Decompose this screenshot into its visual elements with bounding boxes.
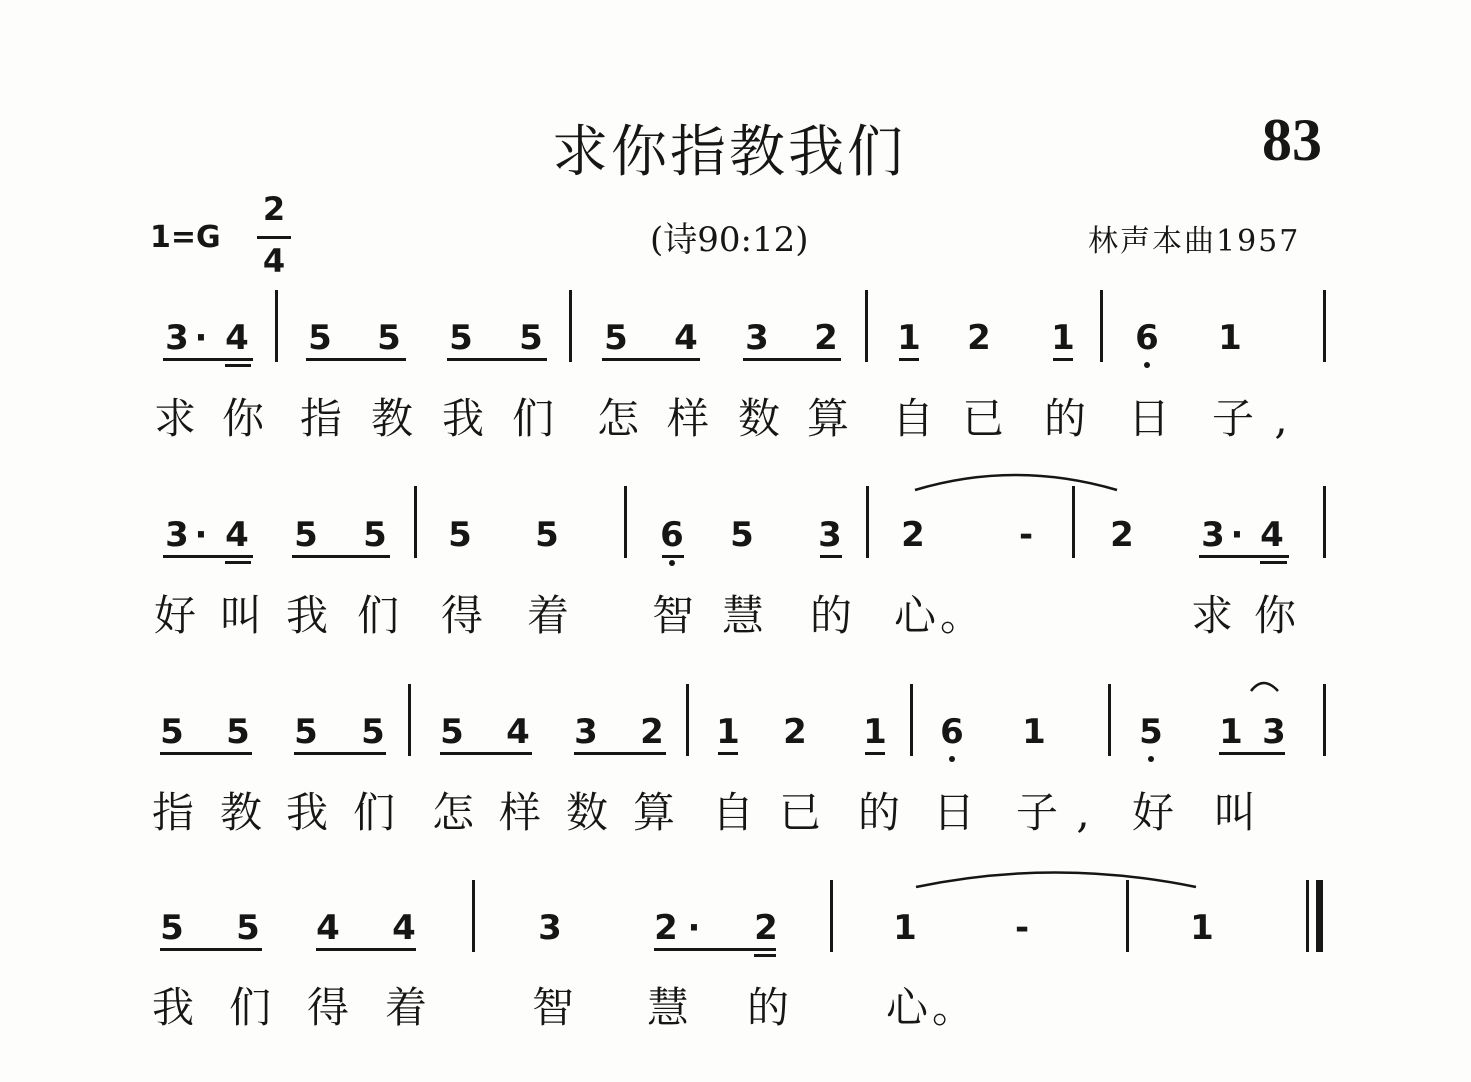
hymn-number: 83 [1262, 107, 1322, 173]
lyric: 心 [893, 591, 936, 640]
note: 3 [1262, 712, 1286, 752]
note: 1 [1218, 318, 1242, 358]
lyric: 智 [531, 983, 574, 1032]
note: 3 [165, 318, 189, 358]
note: 5 [730, 515, 754, 555]
lyric: 已 [961, 394, 1004, 443]
lyric: 的 [857, 788, 900, 837]
note: 5 [604, 318, 628, 358]
note: 5 [449, 318, 473, 358]
note: 5 [236, 908, 260, 948]
note: 4 [392, 908, 416, 948]
lyric: 心 [885, 983, 928, 1032]
note: 2 [967, 318, 991, 358]
note: 4 [506, 712, 530, 752]
lyric: , [1076, 788, 1090, 837]
time-signature-bottom: 4 [262, 242, 286, 280]
note: 5 [440, 712, 464, 752]
lyric: 我 [285, 591, 328, 640]
note: 3 [538, 908, 562, 948]
note: 5 [160, 712, 184, 752]
lyric: 子 [1211, 394, 1254, 443]
slur-arc [1251, 683, 1278, 691]
note: 1 [893, 908, 917, 948]
note: 5 [535, 515, 559, 555]
note: 1 [716, 712, 740, 752]
lyric: 叫 [1213, 788, 1256, 837]
note: 5 [361, 712, 385, 752]
time-signature-top: 2 [262, 190, 286, 228]
lyric: 怎 [596, 394, 639, 443]
lyric: 样 [666, 394, 709, 443]
lyric: 我 [151, 983, 194, 1032]
note: 5 [363, 515, 387, 555]
note: 3 [574, 712, 598, 752]
note: 5 [1139, 712, 1163, 752]
lyric: , [1274, 394, 1288, 443]
note: 1 [1190, 908, 1214, 948]
tie-arc [915, 475, 1117, 490]
song-title: 求你指教我们 [552, 120, 906, 185]
note: 5 [294, 515, 318, 555]
lyric: 已 [778, 788, 821, 837]
lyric: 们 [356, 591, 399, 640]
note-dot: · [194, 318, 208, 358]
lyric: 的 [809, 591, 852, 640]
note: 5 [294, 712, 318, 752]
lyric: 得 [306, 983, 349, 1032]
note: 3 [818, 515, 842, 555]
note-dot: · [194, 515, 208, 555]
lyric: 我 [285, 788, 328, 837]
lyric: 求 [153, 394, 196, 443]
note: 2 [654, 908, 678, 948]
note: 1 [1051, 318, 1075, 358]
note: 5 [377, 318, 401, 358]
scripture-reference: (诗90:12) [650, 220, 809, 260]
note: 2 [640, 712, 664, 752]
note: 4 [225, 515, 249, 555]
lyric: 们 [228, 983, 271, 1032]
note: 4 [225, 318, 249, 358]
composer-credit: 林声本曲1957 [1088, 224, 1301, 259]
note: 2 [1110, 515, 1134, 555]
lyric: 指 [151, 788, 194, 837]
note: 3 [1201, 515, 1225, 555]
note: 6 [940, 712, 964, 752]
note: 5 [308, 318, 332, 358]
lyric: 好 [1131, 788, 1174, 837]
lyric: 的 [746, 983, 789, 1032]
lyric: 数 [565, 788, 608, 837]
lyric: 们 [511, 394, 554, 443]
dash: - [1018, 515, 1034, 555]
note: 6 [1135, 318, 1159, 358]
note: 1 [897, 318, 921, 358]
note: 2 [814, 318, 838, 358]
lyric: 自 [711, 788, 754, 837]
lyric: 得 [440, 591, 483, 640]
lyric: 怎 [431, 788, 474, 837]
note: 4 [674, 318, 698, 358]
lyric: 数 [737, 394, 780, 443]
lyric: 教 [219, 788, 262, 837]
lyric: 算 [632, 788, 675, 837]
lyric: 们 [352, 788, 395, 837]
lyric: 教 [370, 394, 413, 443]
lyric: 求 [1190, 591, 1233, 640]
lyric: 算 [806, 394, 849, 443]
note: 3 [165, 515, 189, 555]
note: 4 [316, 908, 340, 948]
note: 2 [901, 515, 925, 555]
lyric: 日 [1127, 394, 1170, 443]
note: 3 [745, 318, 769, 358]
lyric: 。 [939, 591, 982, 640]
lyric: 日 [932, 788, 975, 837]
dash: - [1014, 908, 1030, 948]
lyric: 你 [221, 394, 264, 443]
tie-arc [916, 873, 1196, 888]
lyric: 智 [651, 591, 694, 640]
lyric: 指 [299, 394, 342, 443]
note: 5 [519, 318, 543, 358]
lyric: 慧 [646, 983, 689, 1032]
note: 5 [226, 712, 250, 752]
note: 1 [1219, 712, 1243, 752]
lyric: 好 [153, 591, 196, 640]
note: 5 [448, 515, 472, 555]
note: 4 [1260, 515, 1284, 555]
lyric: 叫 [219, 591, 262, 640]
lyric: 慧 [721, 591, 764, 640]
lyric: 你 [1253, 591, 1296, 640]
note: 1 [1022, 712, 1046, 752]
lyric: 自 [891, 394, 934, 443]
lyric: 着 [384, 983, 427, 1032]
lyric: 。 [931, 983, 974, 1032]
note: 2 [754, 908, 778, 948]
key-label: 1=G [150, 220, 221, 255]
note: 5 [160, 908, 184, 948]
lyric: 我 [441, 394, 484, 443]
note: 1 [863, 712, 887, 752]
note: 2 [783, 712, 807, 752]
lyric: 子 [1015, 788, 1058, 837]
lyric: 样 [498, 788, 541, 837]
note-dot: · [687, 908, 701, 948]
lyric: 的 [1043, 394, 1086, 443]
note-dot: · [1230, 515, 1244, 555]
note: 6 [660, 515, 684, 555]
lyric: 着 [526, 591, 569, 640]
